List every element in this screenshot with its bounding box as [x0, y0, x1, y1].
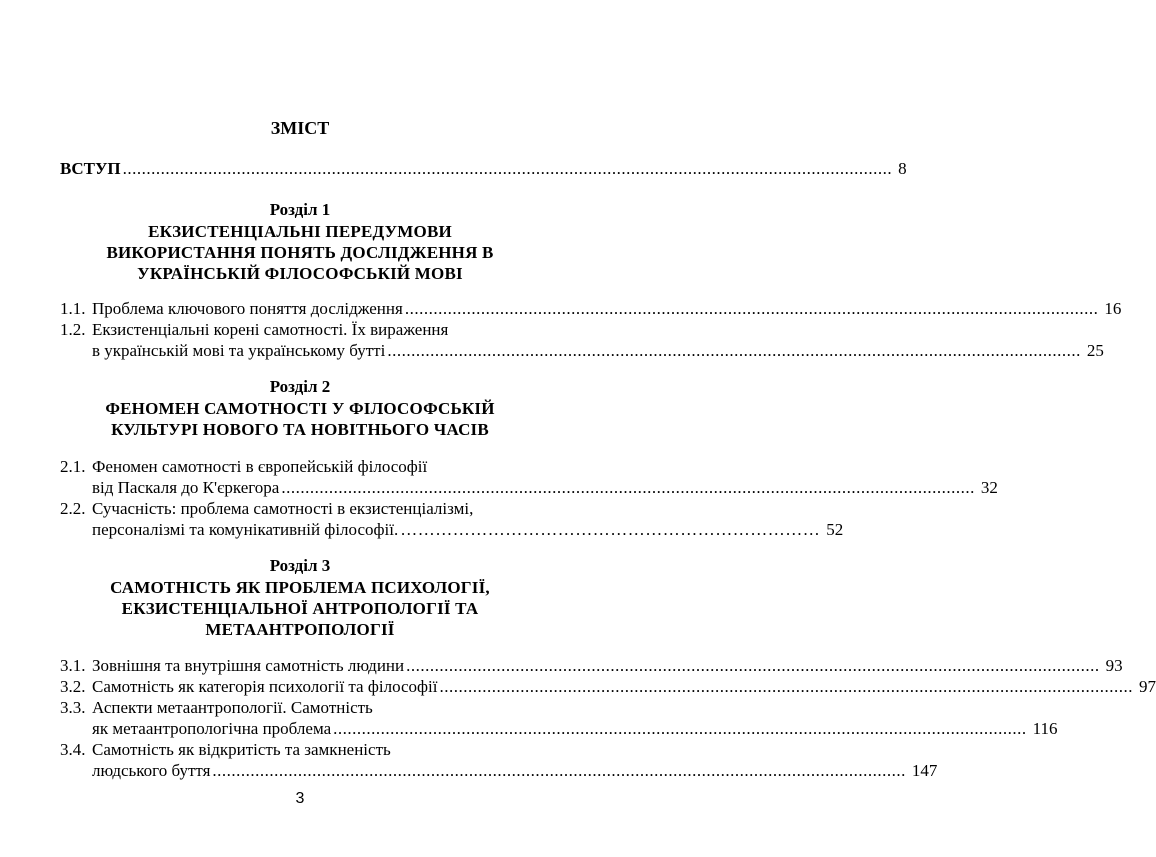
section-title-line: ЕКЗИСТЕНЦІАЛЬНІ ПЕРЕДУМОВИ [148, 222, 452, 241]
section-title-line: КУЛЬТУРІ НОВОГО ТА НОВІТНЬОГО ЧАСІВ [111, 420, 489, 439]
toc-entry-label: від Паскаля до К'єркегора [92, 478, 280, 497]
toc-page-number: 8 [898, 159, 907, 178]
toc-entry-label: Проблема ключового поняття дослідження [92, 299, 403, 318]
leader-dots: .................................................................................................................................................. [281, 478, 975, 497]
toc-entry-label: людського буття [92, 761, 211, 780]
toc-entry-label: ВСТУП [60, 159, 121, 178]
toc-entry-label: Сучасність: проблема самотності в екзистенціалізмі, [92, 499, 474, 518]
leader-dots: ……………………………………………………………… [400, 520, 821, 539]
section-title [70, 221, 530, 284]
toc-entry-number: 3.4. [60, 740, 86, 759]
page-number: 3 [295, 790, 305, 807]
toc-entry-label: Екзистенціальні корені самотності. Їх вираження [92, 320, 449, 339]
section-title-line: УКРАЇНСЬКІЙ ФІЛОСОФСЬКІЙ МОВІ [137, 264, 463, 283]
toc-entry-label: Самотність як відкритість та замкненість [92, 740, 391, 759]
toc-entry-number: 2.1. [60, 457, 86, 476]
toc-page-number: 93 [1105, 656, 1123, 675]
toc-entry-label: Феномен самотності в європейській філософії [92, 457, 428, 476]
toc-page-number: 147 [911, 761, 938, 780]
toc-entry-label: в українській мові та українському бутті [92, 341, 386, 360]
section-title-line: САМОТНІСТЬ ЯК ПРОБЛЕМА ПСИХОЛОГІЇ, [110, 578, 490, 597]
toc-entry-number: 3.2. [60, 677, 86, 696]
section-title-line: ЕКЗИСТЕНЦІАЛЬНОЇ АНТРОПОЛОГІЇ ТА [121, 599, 479, 618]
toc-entry-number: 3.1. [60, 656, 86, 675]
section-title-line: МЕТААНТРОПОЛОГІЇ [205, 620, 395, 639]
toc-entry-number: 1.1. [60, 299, 86, 318]
section-label: Розділ 3 [269, 556, 331, 575]
leader-dots: .................................................................................................................................................. [333, 719, 1027, 738]
section-label: Розділ 2 [269, 377, 331, 396]
toc-entry-label: персоналізмі та комунікативній філософії. [92, 520, 399, 539]
toc-page-number: 116 [1032, 719, 1058, 738]
toc-entry-number: 3.3. [60, 698, 86, 717]
toc-entry-label: Самотність як категорія психології та філософії [92, 677, 438, 696]
leader-dots: .................................................................................................................................................................. [122, 159, 893, 178]
leader-dots: .................................................................................................................................................. [406, 656, 1100, 675]
toc-page-number: 16 [1104, 299, 1122, 318]
leader-dots: .................................................................................................................................................. [439, 677, 1134, 696]
section-title [70, 398, 530, 440]
leader-dots: .................................................................................................................................................. [212, 761, 906, 780]
toc-page-number: 25 [1086, 341, 1104, 360]
toc-entry-number: 2.2. [60, 499, 86, 518]
toc-entry-label: Аспекти метаантропології. Самотність [92, 698, 373, 717]
section-title [70, 577, 530, 640]
leader-dots: .................................................................................................................................................. [387, 341, 1081, 360]
toc-page-number: 97 [1139, 677, 1156, 696]
toc-entry-number: 1.2. [60, 320, 86, 339]
toc-title: ЗМІСТ [270, 118, 330, 138]
toc-page-number: 52 [826, 520, 844, 539]
toc-entry-label: як метаантропологічна проблема [92, 719, 332, 738]
toc-page-number: 32 [980, 478, 998, 497]
section-title-line: ВИКОРИСТАННЯ ПОНЯТЬ ДОСЛІДЖЕННЯ В [106, 243, 494, 262]
section-title-line: ФЕНОМЕН САМОТНОСТІ У ФІЛОСОФСЬКІЙ [105, 399, 495, 418]
leader-dots: .................................................................................................................................................. [404, 299, 1099, 318]
toc-entry-label: Зовнішня та внутрішня самотність людини [92, 656, 405, 675]
section-label: Розділ 1 [269, 200, 331, 219]
